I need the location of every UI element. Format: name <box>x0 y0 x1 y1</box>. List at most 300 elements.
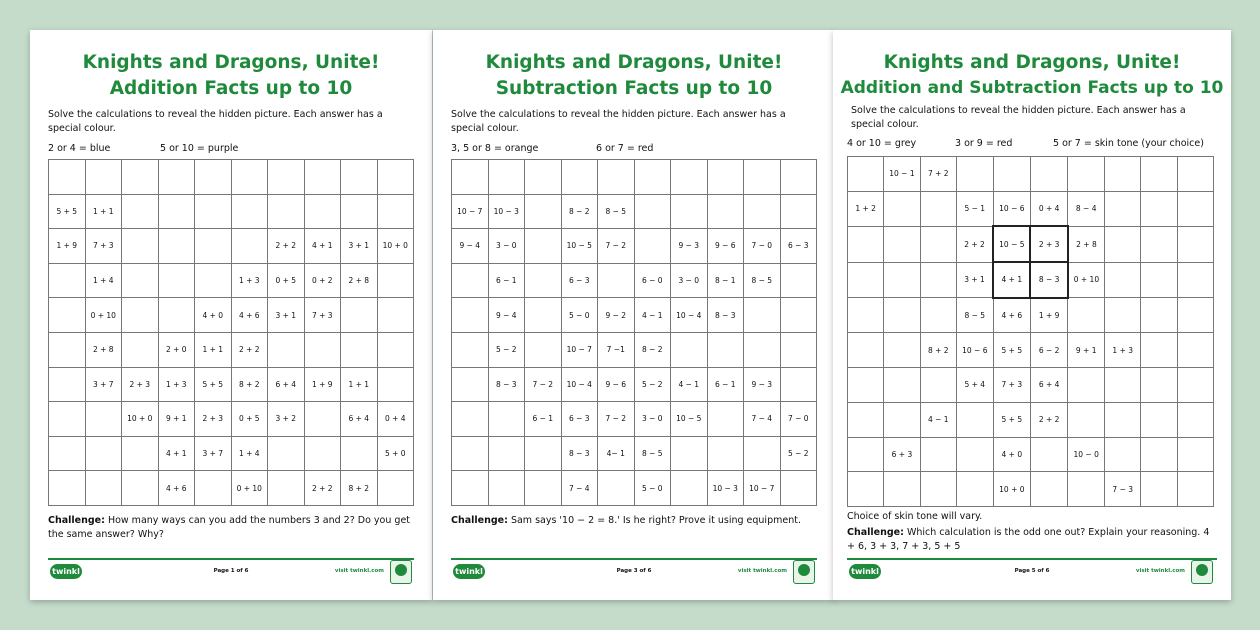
grid-cell <box>122 332 159 367</box>
grid-cell <box>780 160 817 195</box>
grid-cell: 2 + 2 <box>231 332 268 367</box>
grid-cell: 8 − 5 <box>598 194 635 229</box>
grid-cell <box>122 436 159 471</box>
instructions: Solve the calculations to reveal the hidden picture. Each answer has a special colour. <box>48 109 383 134</box>
grid-cell <box>598 160 635 195</box>
grid-cell: 3 + 1 <box>956 262 993 298</box>
grid-cell <box>122 263 159 298</box>
grid-cell <box>848 226 884 262</box>
grid-cell <box>341 332 378 367</box>
grid-cell <box>488 402 525 437</box>
grid-cell <box>525 471 562 506</box>
grid-cell: 8 − 5 <box>956 298 993 333</box>
grid-cell <box>780 263 817 298</box>
grid-cell <box>884 262 920 298</box>
grid-cell: 9 − 6 <box>598 367 635 402</box>
grid-cell <box>671 332 708 367</box>
grid-cell: 6 − 3 <box>561 402 598 437</box>
challenge-text: Challenge: Sam says '10 − 2 = 8.' Is he right? Prove it using equipment. <box>451 515 801 526</box>
grid-cell: 10 + 0 <box>377 229 414 264</box>
grid-cell <box>377 160 414 195</box>
grid-cell: 8 − 3 <box>1030 262 1067 298</box>
grid-cell <box>707 194 744 229</box>
grid-cell <box>158 160 195 195</box>
grid-cell: 1 + 9 <box>304 367 341 402</box>
colour-key-2: 5 or 10 = purple <box>160 143 239 154</box>
grid-cell <box>525 194 562 229</box>
grid-cell: 1 + 1 <box>85 194 122 229</box>
grid-cell <box>158 263 195 298</box>
grid-cell: 4− 1 <box>598 436 635 471</box>
grid-cell: 9 − 2 <box>598 298 635 333</box>
grid-cell <box>525 298 562 333</box>
grid-cell: 1 + 2 <box>848 191 884 226</box>
grid-cell <box>1177 402 1213 437</box>
grid-row <box>848 157 1214 192</box>
grid-cell: 7 + 3 <box>85 229 122 264</box>
grid-cell: 1 + 4 <box>85 263 122 298</box>
visit-link[interactable]: visit twinkl.com <box>334 568 384 574</box>
grid-cell <box>1030 437 1067 472</box>
grid-cell: 10 − 7 <box>561 332 598 367</box>
grid-cell <box>634 229 671 264</box>
grid-cell <box>920 368 956 403</box>
grid-cell: 3 − 0 <box>634 402 671 437</box>
grid-cell <box>85 402 122 437</box>
grid-cell: 4 + 0 <box>195 298 232 333</box>
grid-cell: 8 − 3 <box>561 436 598 471</box>
grid-row <box>848 226 1214 262</box>
grid-cell <box>707 436 744 471</box>
grid-cell <box>1068 472 1105 507</box>
quality-badge-icon <box>793 560 815 584</box>
grid-row <box>848 333 1214 368</box>
grid-cell <box>304 332 341 367</box>
grid-row <box>49 160 414 195</box>
grid-cell <box>122 194 159 229</box>
grid-cell <box>268 332 305 367</box>
twinkl-logo: twinkl <box>453 564 485 579</box>
grid-cell <box>671 471 708 506</box>
grid-row <box>49 471 414 506</box>
grid-cell <box>195 471 232 506</box>
grid-cell: 8 − 3 <box>488 367 525 402</box>
grid-cell <box>488 436 525 471</box>
page-subtitle: Subtraction Facts up to 10 <box>495 78 773 99</box>
grid-cell: 10 − 6 <box>993 191 1030 226</box>
grid-row <box>452 160 817 195</box>
grid-cell <box>884 368 920 403</box>
grid-cell: 2 + 3 <box>122 367 159 402</box>
grid-cell: 3 − 0 <box>671 263 708 298</box>
grid-cell: 10 − 3 <box>488 194 525 229</box>
grid-cell: 2 + 8 <box>341 263 378 298</box>
grid-cell <box>956 437 993 472</box>
grid-cell <box>525 229 562 264</box>
grid-cell: 6 − 1 <box>525 402 562 437</box>
grid-cell: 0 + 2 <box>304 263 341 298</box>
grid-cell <box>341 194 378 229</box>
grid-cell: 10 − 3 <box>707 471 744 506</box>
grid-cell: 5 + 0 <box>377 436 414 471</box>
grid-cell: 8 − 4 <box>1068 191 1105 226</box>
visit-link[interactable]: visit twinkl.com <box>1135 568 1185 574</box>
grid-cell: 10 + 0 <box>993 472 1030 507</box>
grid-cell <box>1177 226 1213 262</box>
grid-cell <box>1141 472 1177 507</box>
grid-cell <box>268 194 305 229</box>
grid-cell: 10 − 5 <box>671 402 708 437</box>
colour-key-1: 4 or 10 = grey <box>847 138 917 149</box>
grid-cell <box>304 402 341 437</box>
grid-cell: 8 − 2 <box>561 194 598 229</box>
grid-row <box>452 402 817 437</box>
grid-cell <box>920 437 956 472</box>
grid-cell <box>1177 157 1213 192</box>
grid-cell <box>49 436 86 471</box>
grid-cell: 9 − 4 <box>452 229 489 264</box>
grid-cell <box>268 160 305 195</box>
challenge-text: Challenge: How many ways can you add the numbers 3 and 2? Do you get the same answer? Why? <box>48 515 411 540</box>
grid-cell: 7 − 2 <box>598 402 635 437</box>
grid-cell: 5 + 5 <box>49 194 86 229</box>
grid-cell: 5 − 2 <box>780 436 817 471</box>
grid-cell <box>231 160 268 195</box>
grid-cell <box>1141 437 1177 472</box>
grid-row <box>49 263 414 298</box>
grid-cell: 8 − 2 <box>634 332 671 367</box>
colour-key-1: 3, 5 or 8 = orange <box>451 143 539 154</box>
grid-cell: 7 − 2 <box>525 367 562 402</box>
grid-row <box>49 298 414 333</box>
grid-cell <box>780 367 817 402</box>
grid-cell: 5 − 1 <box>956 191 993 226</box>
colour-key-1: 2 or 4 = blue <box>48 143 111 154</box>
grid-row <box>49 332 414 367</box>
grid-cell: 1 + 3 <box>231 263 268 298</box>
skin-tone-note: Choice of skin tone will vary. <box>847 511 983 522</box>
page-title: Knights and Dragons, Unite! <box>82 52 380 73</box>
grid-cell: 8 + 2 <box>920 333 956 368</box>
grid-cell <box>85 160 122 195</box>
grid-cell <box>452 436 489 471</box>
grid-cell <box>1141 298 1177 333</box>
grid-cell: 3 + 1 <box>268 298 305 333</box>
footer-line <box>847 558 1217 560</box>
grid-cell <box>848 333 884 368</box>
grid-cell: 7 − 4 <box>561 471 598 506</box>
grid-cell: 8 + 2 <box>231 367 268 402</box>
grid-cell: 7 + 2 <box>920 157 956 192</box>
grid-cell <box>49 402 86 437</box>
grid-cell: 5 − 2 <box>488 332 525 367</box>
worksheet-page-2 <box>433 30 835 600</box>
grid-cell <box>1177 262 1213 298</box>
grid-cell <box>561 160 598 195</box>
grid-cell <box>744 436 781 471</box>
grid-row <box>452 263 817 298</box>
grid-cell <box>122 298 159 333</box>
grid-cell: 8 + 2 <box>341 471 378 506</box>
grid-row <box>452 471 817 506</box>
grid-cell: 3 + 2 <box>268 402 305 437</box>
grid-cell <box>920 226 956 262</box>
grid-cell <box>195 194 232 229</box>
visit-link[interactable]: visit twinkl.com <box>737 568 787 574</box>
grid-cell <box>525 332 562 367</box>
grid-cell <box>634 160 671 195</box>
grid-cell <box>744 298 781 333</box>
grid-cell <box>1030 472 1067 507</box>
grid-cell <box>671 194 708 229</box>
grid-cell: 0 + 10 <box>1068 262 1105 298</box>
grid-cell <box>848 157 884 192</box>
grid-cell: 10 − 0 <box>1068 437 1105 472</box>
grid-cell: 9 + 1 <box>158 402 195 437</box>
grid-cell <box>49 332 86 367</box>
grid-cell: 6 − 3 <box>780 229 817 264</box>
grid-cell <box>1141 333 1177 368</box>
picture-grid <box>847 156 1214 507</box>
grid-cell <box>1141 262 1177 298</box>
grid-cell: 6 − 3 <box>561 263 598 298</box>
grid-row <box>848 402 1214 437</box>
grid-cell: 2 + 2 <box>956 226 993 262</box>
grid-cell: 2 + 0 <box>158 332 195 367</box>
page-number: Page 1 of 6 <box>213 568 249 574</box>
grid-cell <box>488 471 525 506</box>
grid-cell <box>268 436 305 471</box>
grid-cell <box>49 298 86 333</box>
grid-cell: 8 − 3 <box>707 298 744 333</box>
grid-row <box>452 194 817 229</box>
grid-cell <box>195 263 232 298</box>
grid-cell <box>956 472 993 507</box>
grid-cell <box>1141 157 1177 192</box>
grid-cell <box>848 298 884 333</box>
grid-cell: 8 − 1 <box>707 263 744 298</box>
grid-row <box>49 367 414 402</box>
grid-cell: 1 + 9 <box>1030 298 1067 333</box>
grid-cell <box>377 367 414 402</box>
grid-cell: 2 + 2 <box>1030 402 1067 437</box>
grid-cell <box>1141 368 1177 403</box>
grid-cell <box>525 436 562 471</box>
grid-cell <box>122 229 159 264</box>
grid-cell: 3 + 7 <box>85 367 122 402</box>
grid-cell: 7 + 3 <box>993 368 1030 403</box>
grid-cell <box>452 298 489 333</box>
grid-cell <box>671 160 708 195</box>
grid-cell <box>158 194 195 229</box>
grid-cell: 0 + 10 <box>231 471 268 506</box>
grid-cell <box>884 226 920 262</box>
grid-cell <box>377 332 414 367</box>
grid-cell <box>1141 226 1177 262</box>
grid-cell: 10 − 7 <box>744 471 781 506</box>
grid-cell: 3 + 1 <box>341 229 378 264</box>
grid-cell: 10 − 1 <box>884 157 920 192</box>
grid-cell <box>884 472 920 507</box>
grid-cell <box>848 402 884 437</box>
grid-cell <box>1105 157 1141 192</box>
footer-line <box>451 558 817 560</box>
grid-cell <box>920 262 956 298</box>
page-title: Knights and Dragons, Unite! <box>485 52 783 73</box>
grid-row <box>848 298 1214 333</box>
grid-cell <box>122 160 159 195</box>
grid-cell: 6 − 2 <box>1030 333 1067 368</box>
grid-cell: 4 + 6 <box>993 298 1030 333</box>
grid-cell <box>452 402 489 437</box>
quality-badge-icon <box>1191 560 1213 584</box>
grid-cell <box>377 263 414 298</box>
grid-cell <box>49 471 86 506</box>
grid-cell: 1 + 3 <box>158 367 195 402</box>
grid-cell: 7 −1 <box>598 332 635 367</box>
grid-cell <box>268 471 305 506</box>
grid-cell <box>956 402 993 437</box>
grid-row <box>452 332 817 367</box>
grid-cell <box>341 298 378 333</box>
grid-cell <box>1177 298 1213 333</box>
grid-cell <box>488 160 525 195</box>
grid-cell <box>1177 191 1213 226</box>
grid-cell: 4 + 0 <box>993 437 1030 472</box>
grid-cell <box>707 332 744 367</box>
grid-cell: 1 + 9 <box>49 229 86 264</box>
grid-cell <box>1105 226 1141 262</box>
grid-cell: 7 + 3 <box>304 298 341 333</box>
grid-cell <box>884 402 920 437</box>
grid-cell: 6 + 4 <box>1030 368 1067 403</box>
grid-cell: 5 + 4 <box>956 368 993 403</box>
grid-cell: 4 − 1 <box>920 402 956 437</box>
grid-cell: 1 + 1 <box>195 332 232 367</box>
grid-cell <box>304 160 341 195</box>
grid-cell: 4 − 1 <box>671 367 708 402</box>
grid-cell: 1 + 3 <box>1105 333 1141 368</box>
grid-row <box>848 472 1214 507</box>
grid-cell <box>707 402 744 437</box>
grid-cell <box>1177 472 1213 507</box>
grid-cell: 10 + 0 <box>122 402 159 437</box>
grid-cell <box>1141 191 1177 226</box>
page-title: Knights and Dragons, Unite! <box>883 52 1181 73</box>
grid-cell: 3 + 7 <box>195 436 232 471</box>
grid-row <box>848 368 1214 403</box>
grid-row <box>49 436 414 471</box>
grid-cell: 5 + 5 <box>993 402 1030 437</box>
grid-cell <box>671 436 708 471</box>
twinkl-logo: twinkl <box>50 564 82 579</box>
footer-line <box>48 558 414 560</box>
grid-cell <box>744 160 781 195</box>
grid-row <box>452 229 817 264</box>
grid-row <box>848 262 1214 298</box>
grid-cell <box>1068 368 1105 403</box>
grid-cell <box>304 194 341 229</box>
grid-cell: 6 − 1 <box>707 367 744 402</box>
grid-cell <box>1105 191 1141 226</box>
grid-cell <box>848 472 884 507</box>
grid-cell <box>158 298 195 333</box>
grid-cell <box>780 194 817 229</box>
grid-cell: 6 + 4 <box>268 367 305 402</box>
grid-cell: 0 + 4 <box>377 402 414 437</box>
instructions: Solve the calculations to reveal the hidden picture. Each answer has a special colour. <box>451 109 786 134</box>
grid-cell <box>1030 157 1067 192</box>
grid-cell <box>920 191 956 226</box>
grid-cell: 7 − 4 <box>744 402 781 437</box>
grid-row <box>49 194 414 229</box>
grid-cell <box>1177 333 1213 368</box>
grid-cell: 4 + 6 <box>158 471 195 506</box>
grid-cell <box>452 160 489 195</box>
grid-cell <box>1141 402 1177 437</box>
grid-cell: 2 + 8 <box>85 332 122 367</box>
grid-cell: 2 + 8 <box>1068 226 1105 262</box>
challenge-text: Challenge: Which calculation is the odd one out? Explain your reasoning. 4 + 6, 3 + 3, 7 + 3, 5 + 5 <box>847 527 1210 552</box>
grid-cell: 7 − 0 <box>780 402 817 437</box>
grid-cell: 5 + 5 <box>195 367 232 402</box>
grid-cell <box>49 367 86 402</box>
grid-cell <box>304 436 341 471</box>
grid-cell <box>780 332 817 367</box>
grid-cell: 4 + 1 <box>993 262 1030 298</box>
grid-cell <box>85 436 122 471</box>
grid-cell <box>744 332 781 367</box>
grid-cell <box>377 298 414 333</box>
grid-cell: 10 − 6 <box>956 333 993 368</box>
grid-cell: 7 − 2 <box>598 229 635 264</box>
grid-cell: 4 + 1 <box>158 436 195 471</box>
grid-cell: 10 − 5 <box>561 229 598 264</box>
grid-cell: 2 + 2 <box>268 229 305 264</box>
grid-cell <box>1105 368 1141 403</box>
grid-cell <box>780 471 817 506</box>
colour-key-3: 5 or 7 = skin tone (your choice) <box>1053 138 1204 149</box>
grid-cell: 10 − 5 <box>993 226 1030 262</box>
grid-cell: 4 + 6 <box>231 298 268 333</box>
colour-key-2: 6 or 7 = red <box>596 143 654 154</box>
grid-cell <box>744 194 781 229</box>
grid-cell <box>452 332 489 367</box>
grid-cell: 9 − 6 <box>707 229 744 264</box>
grid-cell <box>452 367 489 402</box>
grid-cell: 2 + 2 <box>304 471 341 506</box>
grid-cell: 9 + 1 <box>1068 333 1105 368</box>
grid-cell <box>707 160 744 195</box>
instructions: Solve the calculations to reveal the hidden picture. Each answer has a special colour. <box>851 105 1186 130</box>
grid-cell: 4 − 1 <box>634 298 671 333</box>
grid-cell <box>341 436 378 471</box>
worksheet-page-1 <box>30 30 432 600</box>
grid-cell: 4 + 1 <box>304 229 341 264</box>
grid-cell <box>377 471 414 506</box>
page-subtitle: Addition Facts up to 10 <box>109 78 353 99</box>
grid-cell <box>884 298 920 333</box>
grid-cell <box>848 262 884 298</box>
grid-row <box>49 229 414 264</box>
grid-cell: 2 + 3 <box>195 402 232 437</box>
grid-cell <box>920 298 956 333</box>
grid-cell <box>1177 368 1213 403</box>
grid-cell <box>195 160 232 195</box>
grid-cell: 5 − 2 <box>634 367 671 402</box>
grid-cell <box>1177 437 1213 472</box>
grid-cell <box>598 471 635 506</box>
